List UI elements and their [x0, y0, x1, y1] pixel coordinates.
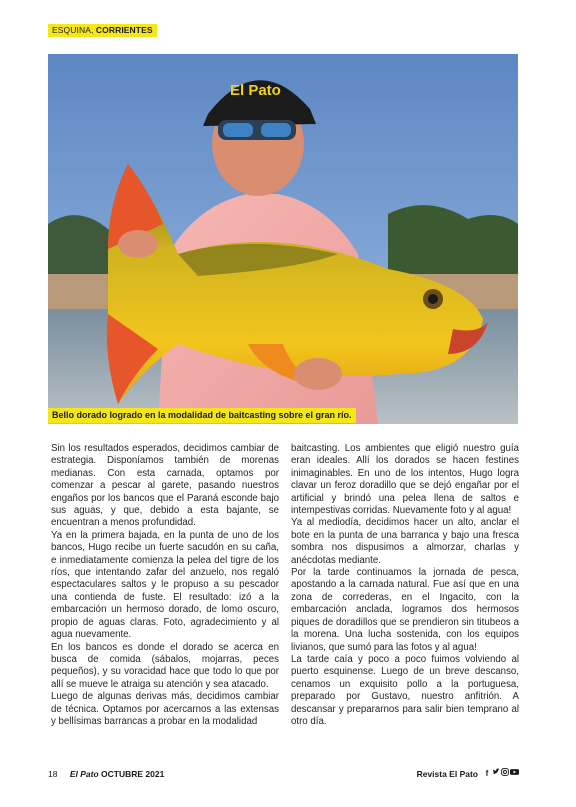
feature-photo	[48, 54, 518, 424]
section-prefix: ESQUINA,	[52, 25, 94, 35]
paragraph: En los bancos es donde el dorado se acerca en busca de comida (sábalos, mojarras, peces pequeños), y su voracidad hace que todo lo que por allí se mueve le atraiga su atención y sea atacado.	[51, 641, 279, 690]
twitter-icon[interactable]	[492, 768, 500, 780]
photo-caption: Bello dorado logrado en la modalidad de baitcasting sobre el gran río.	[48, 408, 356, 423]
paragraph: Sin los resultados esperados, decidimos cambiar de estrategia. Disponíamos también de morenas medianas. Con esta carnada, optamos por comenzar a pescar al garete, pasando nuestros engaños por los bancos que el Paraná esconde bajo sus aguas, y que, debido a esta bajante, se encuentran a menos profundidad.	[51, 443, 279, 529]
page-number: 18	[48, 769, 58, 779]
paragraph: Luego de algunas derivas más, decidimos cambiar de técnica. Optamos por acercarnos a las extensas y bellísimas barrancas a probar en la modalidad	[51, 691, 279, 727]
section-name: CORRIENTES	[95, 25, 153, 35]
section-tag	[48, 24, 157, 37]
paragraph: Ya en la primera bajada, en la punta de uno de los bancos, Hugo recibe un fuerte sacudón en su caña, e inmediatamente comienza la pelea del tigre de los ríos, que intentando zafar del anzuelo, nos regaló espectaculares saltos y le propuso a su pescador una contienda de fuste. El resultado: izó a la embarcación un hermoso dorado, de lomo oscuro, propio de aguas claras. Foto, agradecimiento y al agua nuevamente.	[51, 529, 279, 641]
article-column-left	[51, 443, 279, 728]
magazine-name: Revista El Pato	[416, 769, 478, 779]
paragraph: La tarde caía y poco a poco fuimos volviendo al puerto esquinense. Luego de un breve descanso, cenamos un exquisito pollo a la portuguesa, preparado por Gustavo, nuestro anfitrión. A descansar y prepararnos para salir bien temprano al otro día.	[291, 653, 519, 727]
photo-illustration	[48, 54, 518, 424]
paragraph: Ya al mediodía, decidimos hacer un alto, anclar el bote en la punta de una barranca y bajo una fresca sombra nos dispusimos a almorzar, charlas y anécdotas mediante.	[291, 517, 519, 566]
footer-brand: El Pato	[69, 769, 99, 779]
paragraph: baitcasting. Los ambientes que eligió nuestro guía eran ideales. Allí los dorados se hacen festines inimaginables. En uno de los intentos, Hugo logra clavar un feroz doradillo que se dejó engañar por el artificial y brindó una pelea llena de saltos e intempestivas corridas. Nuevamente foto y al agua!	[291, 443, 519, 517]
cap-logo-text: El Pato	[230, 82, 281, 99]
instagram-icon[interactable]	[501, 768, 509, 780]
article-column-right	[291, 443, 519, 728]
paragraph: Por la tarde continuamos la jornada de pesca, apostando a la carnada natural. Fue así que en una zona de correderas, en el Ingacito, con la embarcación anclada, logramos dos hermosos piques de doradillos que se prendieron sin titubeos a la morena. Una lucha sostenida, con los equipos livianos, que sumó para las fotos y al agua!	[291, 567, 519, 653]
social-icons	[483, 768, 518, 780]
youtube-icon[interactable]	[510, 768, 518, 780]
issue-date: OCTUBRE 2021	[101, 769, 165, 779]
footer-right	[417, 768, 518, 780]
angler-right-hand	[294, 358, 342, 390]
facebook-icon[interactable]: f	[485, 769, 489, 778]
footer-left	[48, 768, 164, 780]
angler-left-hand	[118, 230, 158, 258]
page-footer	[48, 768, 518, 780]
